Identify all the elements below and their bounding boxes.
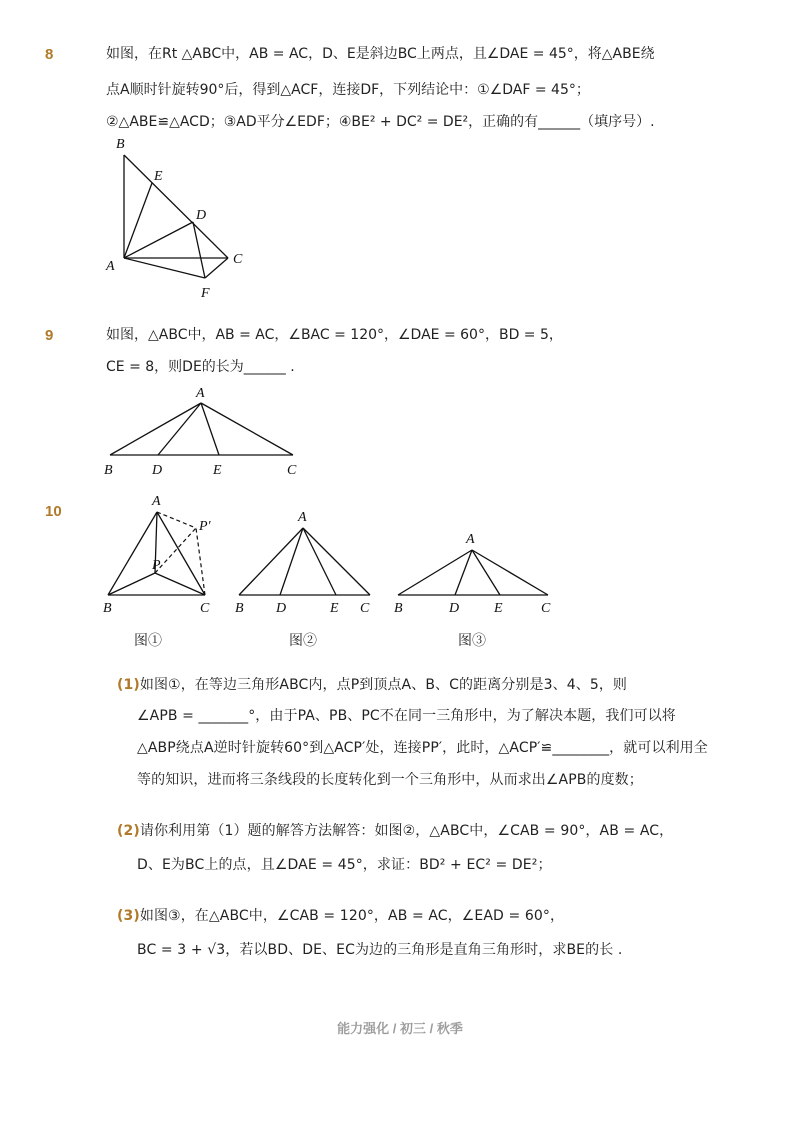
fig1-caption: 图①: [134, 634, 162, 649]
fig3-label-d: D: [449, 601, 460, 616]
fig2-label-b: B: [235, 601, 244, 616]
fig1-label-p-prime: P′: [199, 519, 211, 534]
part1-line-3: △ABP绕点A逆时针旋转60°到△ACP′处，连接PP′，此时，△ACP′≌________，就可以利用全: [137, 740, 708, 756]
q9-label-d: D: [152, 463, 163, 478]
q8-text-line-3: ②△ABE≌△ACD；③AD平分∠EDF；④BE² + DC² = DE²，正确的有______（填序号）.: [106, 114, 655, 130]
q8-text-line-2: 点A顺时针旋转90°后，得到△ACF，连接DF，下列结论中：①∠DAF = 45°；: [106, 82, 590, 98]
fig3-label-c: C: [541, 601, 551, 616]
fig3-label-a: A: [466, 532, 475, 547]
fig3-caption: 图③: [458, 634, 486, 649]
part1-line-4: 等的知识，进而将三条线段的长度转化到一个三角形中，从而求出∠APB的度数；: [137, 772, 643, 788]
q9-label-c: C: [287, 463, 297, 478]
part3-number: (3): [117, 908, 140, 924]
fig2-label-c: C: [360, 601, 370, 616]
fig1-label-b: B: [103, 601, 112, 616]
question-8-number: 8: [45, 46, 54, 63]
fig3-seg-ab: [398, 550, 472, 595]
q8-label-c: C: [233, 252, 243, 267]
q8-label-f: F: [201, 286, 210, 301]
fig3-seg-ae: [472, 550, 500, 595]
q8-label-a: A: [106, 259, 115, 274]
part2-number: (2): [117, 823, 140, 839]
page-footer: 能力强化 / 初三 / 秋季: [337, 1021, 463, 1036]
q8-label-b: B: [116, 137, 125, 152]
fig1-label-p: P: [152, 558, 161, 573]
fig2-label-a: A: [298, 510, 307, 525]
fig3-seg-ad: [455, 550, 472, 595]
part2-line-1: (2)请你利用第（1）题的解答方法解答：如图②，△ABC中，∠CAB = 90°，AB = AC，: [117, 823, 674, 839]
question-10-number: 10: [45, 503, 62, 520]
q9-label-a: A: [196, 386, 205, 401]
fig3-label-e: E: [494, 601, 503, 616]
q8-text-line-1: 如图，在Rt △ABC中，AB = AC，D、E是斜边BC上两点，且∠DAE = 45°，将△ABE绕: [106, 46, 655, 62]
q8-label-e: E: [154, 169, 163, 184]
fig1-label-a: A: [152, 494, 161, 509]
fig2-label-e: E: [330, 601, 339, 616]
q9-label-e: E: [213, 463, 222, 478]
part1-number: (1): [117, 677, 140, 693]
q8-label-d: D: [196, 208, 207, 223]
fig2-label-d: D: [276, 601, 287, 616]
part1-line-1: (1)如图①，在等边三角形ABC内，点P到顶点A、B、C的距离分别是3、4、5，则: [117, 677, 628, 693]
part1-line-2: ∠APB = _______°，由于PA、PB、PC不在同一三角形中，为了解决本题，我们可以将: [137, 708, 676, 724]
q9-text-line-1: 如图，△ABC中，AB = AC，∠BAC = 120°，∠DAE = 60°，BD = 5，: [106, 327, 563, 343]
part2-line-2: D、E为BC上的点，且∠DAE = 45°，求证：BD² + EC² = DE²；: [137, 857, 552, 873]
fig3-seg-ac: [472, 550, 548, 595]
part3-line-2: BC = 3 + √3，若以BD、DE、EC为边的三角形是直角三角形时，求BE的长 .: [137, 942, 623, 958]
question-9-number: 9: [45, 327, 54, 344]
fig3-label-b: B: [394, 601, 403, 616]
q9-text-line-2: CE = 8，则DE的长为______ .: [106, 359, 295, 375]
fig2-caption: 图②: [289, 634, 317, 649]
q9-label-b: B: [104, 463, 113, 478]
part3-line-1: (3)如图③，在△ABC中，∠CAB = 120°，AB = AC，∠EAD = 60°，: [117, 908, 565, 924]
fig1-label-c: C: [200, 601, 210, 616]
